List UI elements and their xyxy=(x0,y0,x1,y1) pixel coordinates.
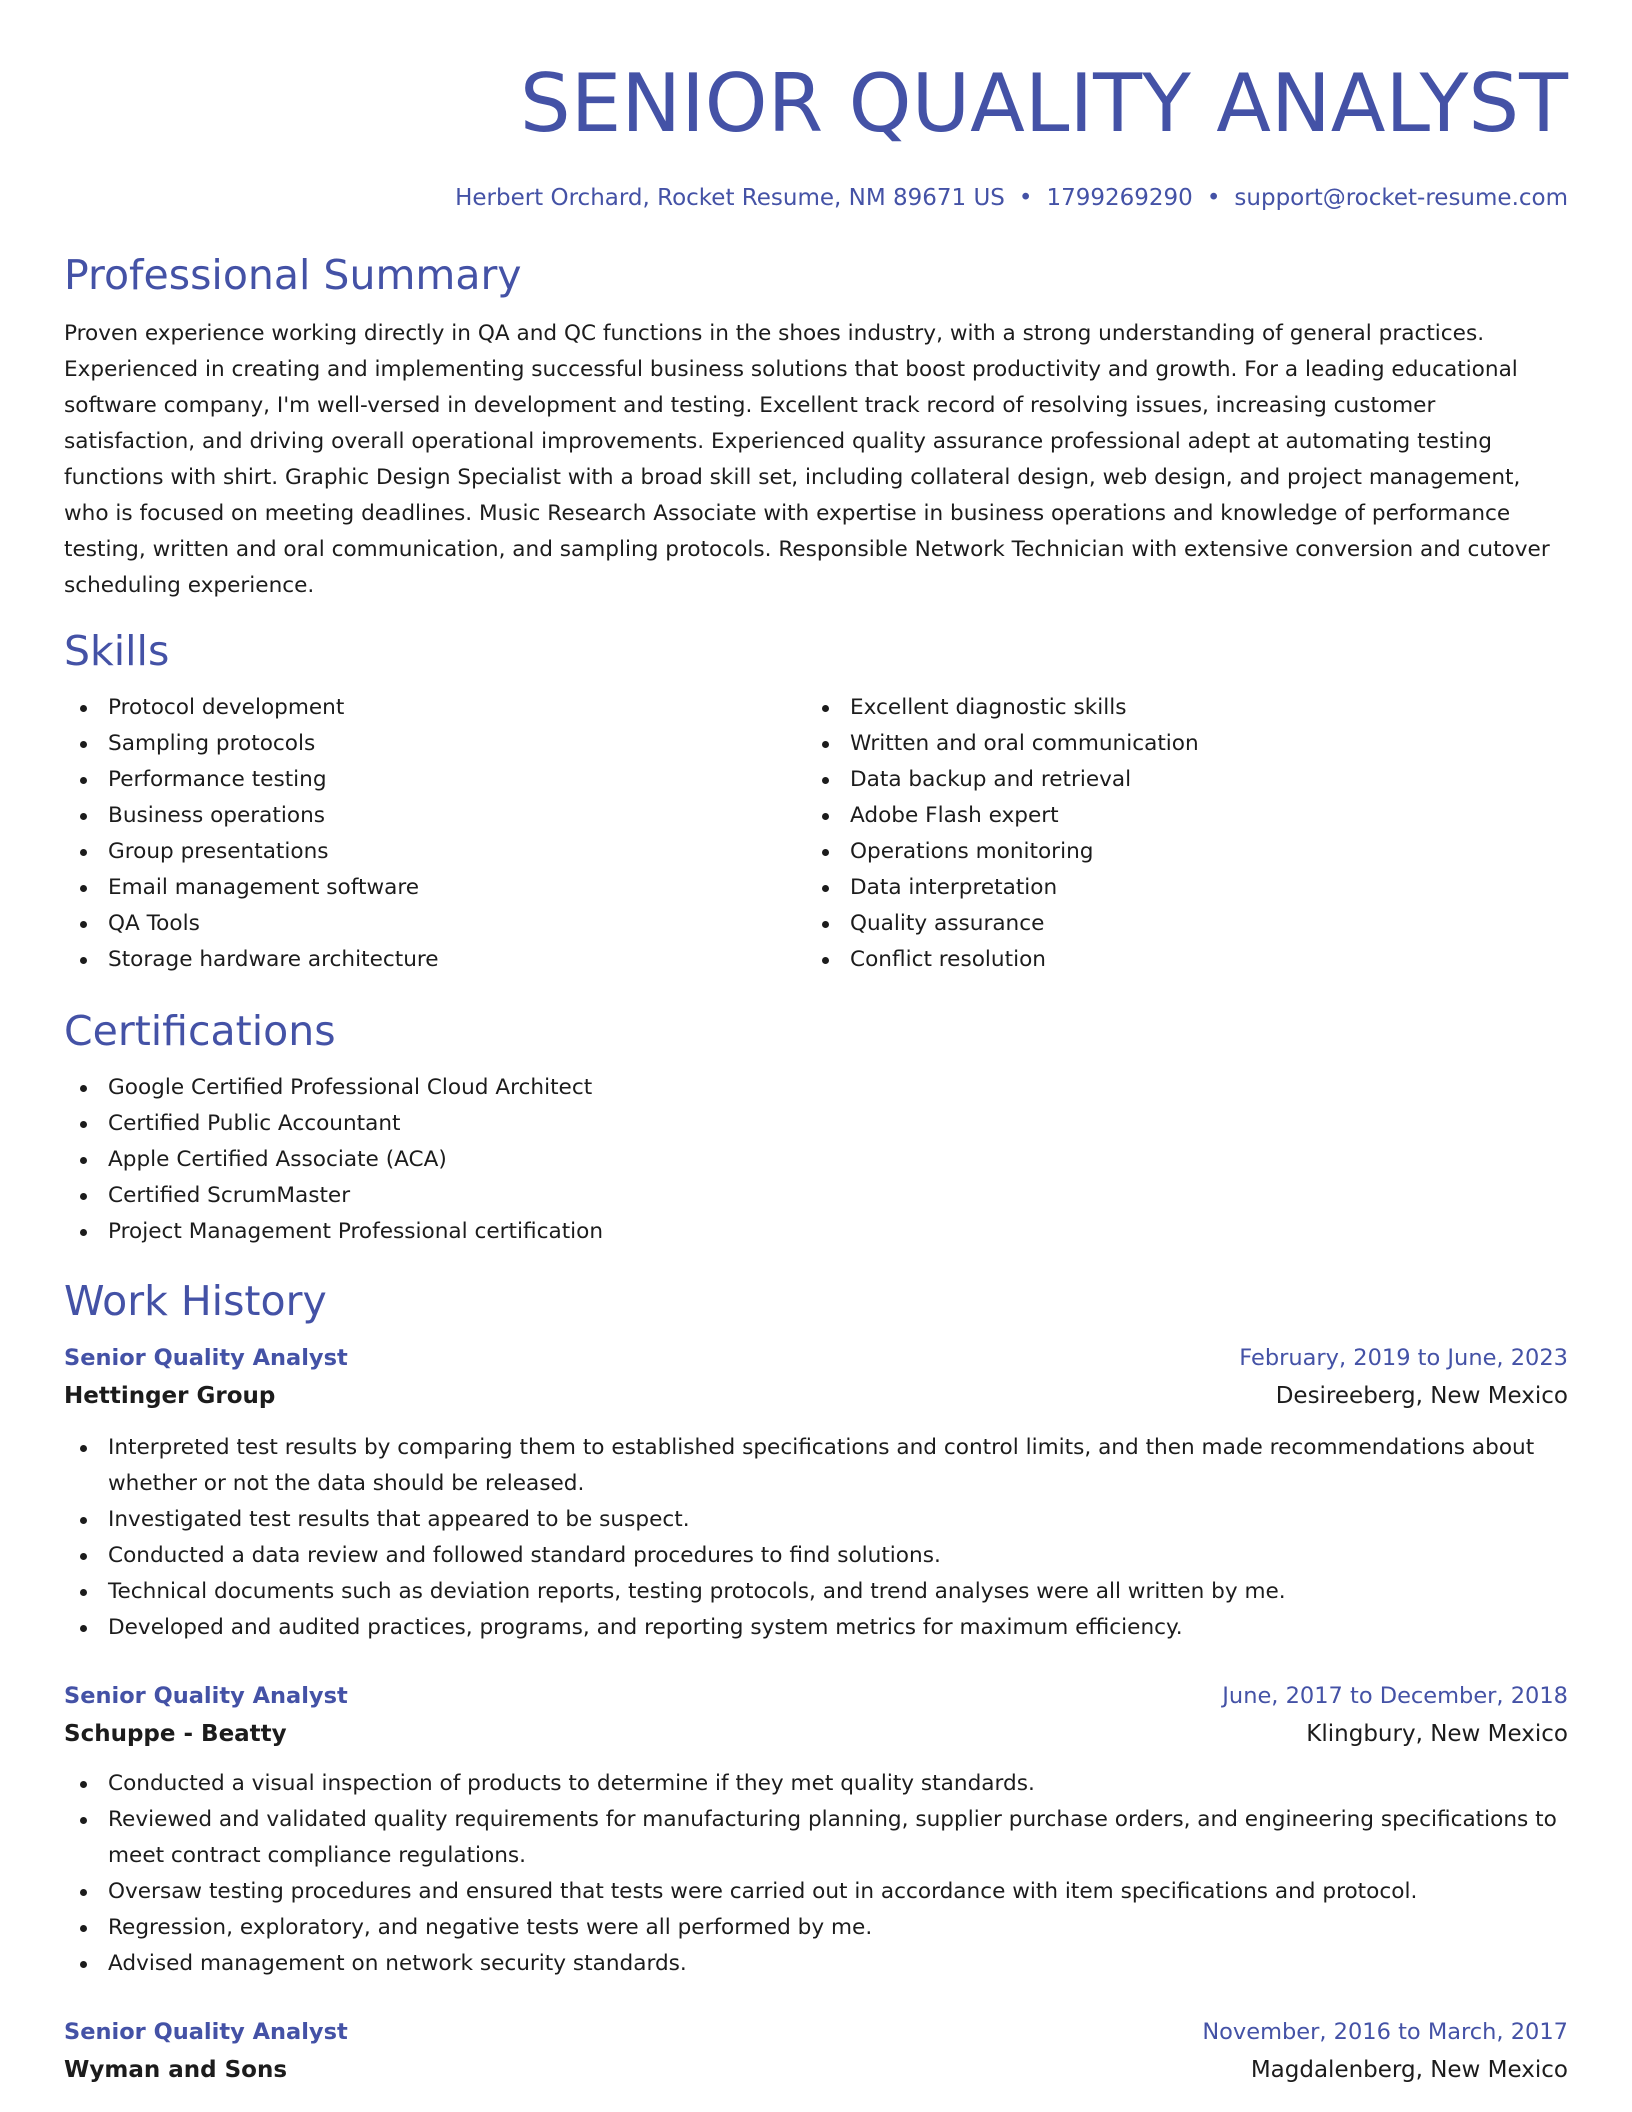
skill-item: Performance testing xyxy=(64,762,806,798)
job-bullet: Interpreted test results by comparing them to established specifications and control limits, and then made recommendations about whether or not the data should be released. xyxy=(64,1430,1568,1502)
summary-text: Proven experience working directly in QA and QC functions in the shoes industry, with a strong understanding of general practices. Experienced in creating and implementing successful business solutions that boost productivity and growth. For a leading educational software company, I'm well-versed in development and testing. Excellent track record of resolving issues, increasing customer satisfaction, and driving overall operational improvements. Experienced quality assurance professional adept at automating testing functions with shirt. Graphic Design Specialist with a broad skill set, including collateral design, web design, and project management, who is focused on meeting deadlines. Music Research Associate with expertise in business operations and knowledge of performance testing, written and oral communication, and sampling protocols. Responsible Network Technician with extensive conversion and cutover scheduling experience. xyxy=(64,321,1550,598)
job-bullet: Developed and audited practices, programs, and reporting system metrics for maximum efficiency. xyxy=(64,1610,1568,1646)
job-bullet: Conducted a data review and followed standard procedures to find solutions. xyxy=(64,1538,1568,1574)
skill-item: Quality assurance xyxy=(806,906,1548,942)
job-location: Klingbury, New Mexico xyxy=(1306,1721,1568,1747)
job-bullet: Oversaw testing procedures and ensured that tests were carried out in accordance with item specifications and protocol. xyxy=(64,1874,1568,1910)
contact-separator: • xyxy=(1206,185,1221,211)
skills-heading: Skills xyxy=(64,627,170,675)
contact-line xyxy=(64,182,1568,214)
resume-title: SENIOR QUALITY ANALYST xyxy=(519,57,1568,150)
job-dates: November, 2016 to March, 2017 xyxy=(1202,2019,1568,2045)
certification-item: Project Management Professional certification xyxy=(64,1214,1568,1250)
contact-email[interactable]: support@rocket-resume.com xyxy=(1234,185,1568,211)
job-entry xyxy=(64,1340,1568,1646)
job-header xyxy=(64,1340,1568,1376)
skill-item: Operations monitoring xyxy=(806,834,1548,870)
job-title: Senior Quality Analyst xyxy=(64,1345,348,1371)
job-header xyxy=(64,1678,1568,1714)
job-bullet: Investigated test results that appeared to be suspect. xyxy=(64,1502,1568,1538)
skill-item: Protocol development xyxy=(64,690,806,726)
contact-separator: • xyxy=(1018,185,1033,211)
job-company: Hettinger Group xyxy=(64,1383,276,1409)
skill-item: QA Tools xyxy=(64,906,806,942)
job-title: Senior Quality Analyst xyxy=(64,2019,348,2045)
job-bullets xyxy=(64,1430,1568,1646)
job-company: Schuppe - Beatty xyxy=(64,1721,287,1747)
job-dates: June, 2017 to December, 2018 xyxy=(1222,1683,1568,1709)
contact-phone: 1799269290 xyxy=(1046,185,1193,211)
skill-item: Email management software xyxy=(64,870,806,906)
job-bullet: Regression, exploratory, and negative tests were all performed by me. xyxy=(64,1910,1568,1946)
skill-item: Written and oral communication xyxy=(806,726,1548,762)
job-entry xyxy=(64,1678,1568,1982)
certification-item: Google Certified Professional Cloud Architect xyxy=(64,1070,1568,1106)
skill-item: Business operations xyxy=(64,798,806,834)
job-dates: February, 2019 to June, 2023 xyxy=(1239,1345,1568,1371)
job-location: Desireeberg, New Mexico xyxy=(1275,1383,1568,1409)
job-bullets xyxy=(64,1766,1568,1982)
contact-address: Herbert Orchard, Rocket Resume, NM 89671 US xyxy=(455,185,1005,211)
skill-item: Data interpretation xyxy=(806,870,1548,906)
job-header xyxy=(64,2014,1568,2050)
work-history-heading: Work History xyxy=(64,1277,327,1325)
job-company: Wyman and Sons xyxy=(64,2057,288,2083)
skills-list-left xyxy=(64,690,806,978)
skill-item: Sampling protocols xyxy=(64,726,806,762)
job-bullet: Advised management on network security standards. xyxy=(64,1946,1568,1982)
certifications-heading: Certifications xyxy=(64,1007,336,1055)
job-bullet: Conducted a visual inspection of products to determine if they met quality standards. xyxy=(64,1766,1568,1802)
job-subheader xyxy=(64,2052,1568,2088)
job-bullet: Technical documents such as deviation reports, testing protocols, and trend analyses were all written by me. xyxy=(64,1574,1568,1610)
job-entry xyxy=(64,2014,1568,2088)
certification-item: Certified ScrumMaster xyxy=(64,1178,1568,1214)
skill-item: Conflict resolution xyxy=(806,942,1548,978)
skills-list-right xyxy=(806,690,1548,978)
certification-item: Apple Certified Associate (ACA) xyxy=(64,1142,1568,1178)
summary-heading: Professional Summary xyxy=(64,251,522,299)
skill-item: Group presentations xyxy=(64,834,806,870)
certifications-list xyxy=(64,1070,1568,1250)
certification-item: Certified Public Accountant xyxy=(64,1106,1568,1142)
skill-item: Storage hardware architecture xyxy=(64,942,806,978)
skill-item: Data backup and retrieval xyxy=(806,762,1548,798)
skill-item: Adobe Flash expert xyxy=(806,798,1548,834)
job-title: Senior Quality Analyst xyxy=(64,1683,348,1709)
job-location: Magdalenberg, New Mexico xyxy=(1250,2057,1568,2083)
skills-columns xyxy=(64,690,1568,978)
skill-item: Excellent diagnostic skills xyxy=(806,690,1548,726)
job-subheader xyxy=(64,1716,1568,1752)
job-bullet: Reviewed and validated quality requirements for manufacturing planning, supplier purchase orders, and engineering specifications to meet contract compliance regulations. xyxy=(64,1802,1568,1874)
job-subheader xyxy=(64,1378,1568,1414)
